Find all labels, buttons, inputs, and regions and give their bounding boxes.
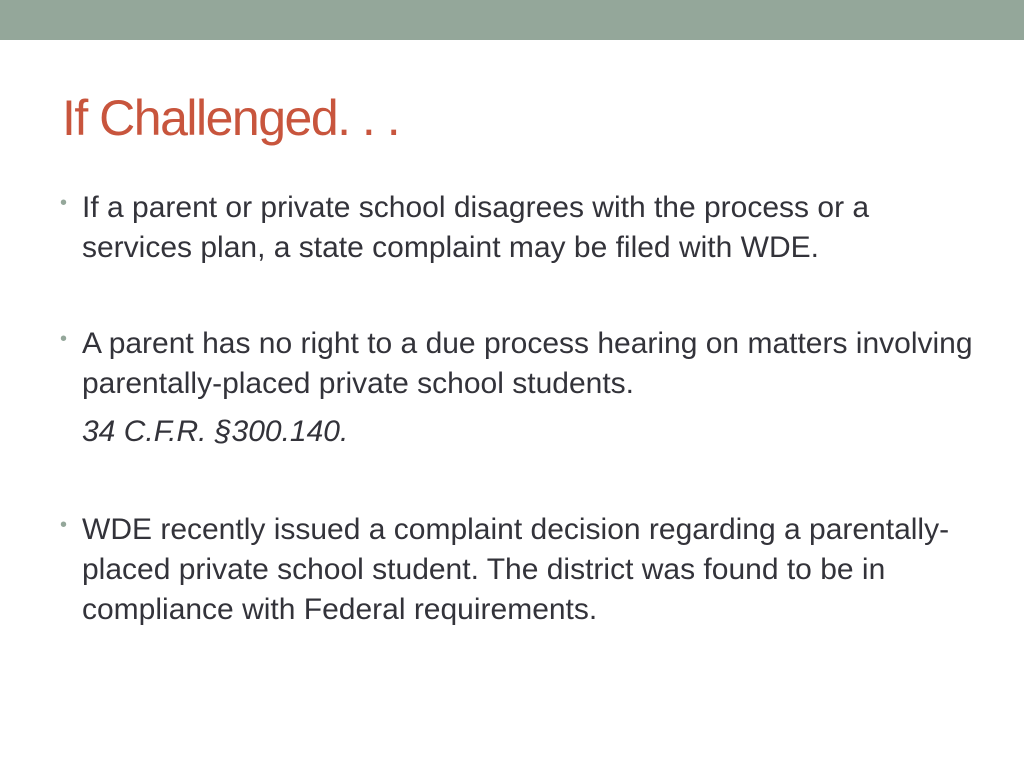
- slide-title: If Challenged. . .: [62, 90, 400, 146]
- bullet-marker: •: [60, 192, 68, 214]
- bullet-item: [60, 188, 980, 268]
- bullet-item: [60, 510, 980, 630]
- bullet-marker: •: [60, 514, 68, 536]
- regulation-citation: 34 C.F.R. §300.140.: [82, 415, 349, 448]
- bullet-marker: •: [60, 328, 68, 350]
- bullet-text: If a parent or private school disagrees with the process or a services plan, a state complaint may be filed with WDE.: [82, 191, 870, 264]
- bullet-text: WDE recently issued a complaint decision regarding a parentally-placed private school student. The district was found to be in compliance with Federal requirements.: [82, 513, 950, 626]
- slide-content: [60, 188, 980, 630]
- bullet-item: [60, 324, 980, 404]
- header-bar: [0, 0, 1024, 40]
- bullet-text: A parent has no right to a due process hearing on matters involving parentally-placed private school students.: [82, 327, 973, 400]
